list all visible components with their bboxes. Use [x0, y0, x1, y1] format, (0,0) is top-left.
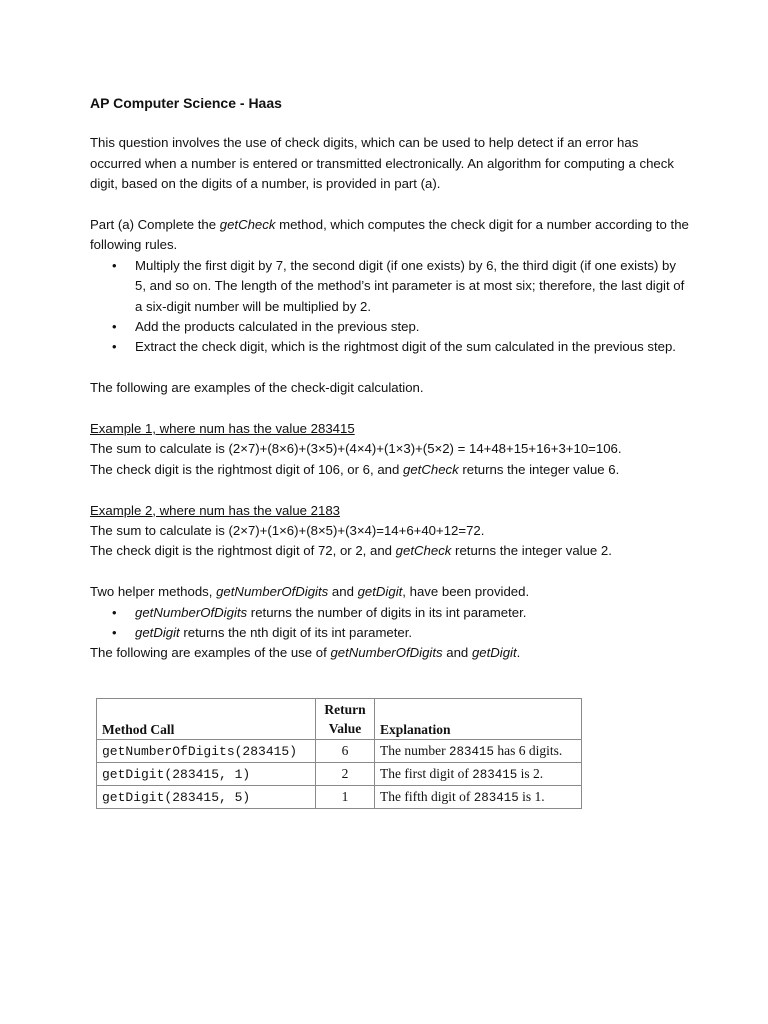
explanation-cell	[375, 786, 582, 809]
explanation-text: The fifth digit of	[380, 789, 474, 804]
list-item: • Multiply the first digit by 7, the second digit (if one exists) by 6, the third digit (if one exists) by 5, and so on. The length of the method’s int parameter is at most six; therefore, the last digit of a six-digit number will be multiplied by 2.	[90, 256, 690, 317]
example-2-result	[90, 541, 690, 561]
return-value-cell: 2	[316, 763, 375, 786]
helpers-lead-end: , have been provided.	[402, 584, 530, 600]
explanation-text: is 2.	[517, 766, 544, 781]
page-title: AP Computer Science - Haas	[90, 95, 282, 111]
examples-table	[96, 698, 582, 809]
table-row	[97, 740, 582, 763]
method-name: getCheck	[403, 461, 459, 477]
part-a-lead	[90, 215, 690, 256]
explanation-cell	[375, 763, 582, 786]
example-2-heading: Example 2, where num has the value 2183	[90, 502, 340, 518]
helper-description: returns the number of digits in its int parameter.	[247, 604, 527, 620]
example-1-result-start: The check digit is the rightmost digit of 106, or 6, and	[90, 461, 404, 477]
method-name: getDigit	[357, 584, 403, 600]
explanation-text: The number	[380, 743, 449, 758]
example-2-result-end: returns the integer value 2.	[451, 543, 612, 559]
method-name: getDigit	[135, 625, 180, 641]
part-a-lead-end: method, which computes the check digit for a number according to the following rules.	[90, 217, 689, 253]
list-item	[90, 623, 690, 643]
example-1-result	[90, 460, 690, 480]
list-item	[90, 603, 690, 623]
method-call-cell: getNumberOfDigits(283415)	[97, 740, 316, 763]
method-name: getNumberOfDigits	[135, 604, 248, 620]
helpers-lead-mid: and	[328, 584, 358, 600]
helpers-list	[90, 603, 690, 644]
helpers-lead-start: Two helper methods,	[90, 584, 217, 600]
return-value-cell: 1	[316, 786, 375, 809]
example-1-result-end: returns the integer value 6.	[458, 461, 620, 477]
list-item: • Extract the check digit, which is the rightmost digit of the sum calculated in the previous step.	[90, 337, 690, 357]
header-method-call: Method Call	[97, 699, 316, 740]
method-name: getCheck	[395, 543, 452, 559]
table-row	[97, 786, 582, 809]
example-2-sum: The sum to calculate is (2×7)+(1×6)+(8×5)+(3×4)=14+6+40+12=72.	[90, 523, 485, 539]
table-header-row	[97, 699, 582, 740]
explanation-text: The first digit of	[380, 766, 473, 781]
header-value: Value	[328, 721, 362, 736]
explanation-code: 283415	[473, 791, 519, 805]
header-return: Return	[324, 702, 366, 717]
explanation-text: is 1.	[518, 789, 545, 804]
method-name: getNumberOfDigits	[216, 584, 329, 600]
explanation-text: has 6 digits.	[494, 743, 563, 758]
header-return-value	[316, 699, 375, 740]
examples-intro: The following are examples of the check-digit calculation.	[90, 380, 424, 396]
return-value-cell: 6	[316, 740, 375, 763]
example-1-heading: Example 1, where num has the value 283415	[90, 421, 355, 437]
explanation-cell	[375, 740, 582, 763]
explanation-code: 283415	[448, 745, 494, 759]
method-name: getDigit	[471, 645, 517, 661]
helpers-lead	[90, 582, 690, 602]
header-explanation: Explanation	[375, 699, 582, 740]
table-row	[97, 763, 582, 786]
method-name: getNumberOfDigits	[330, 645, 443, 661]
helpers-usage-end: .	[516, 645, 521, 661]
method-name: getCheck	[219, 217, 276, 233]
part-a-lead-start: Part (a) Complete the	[90, 217, 220, 233]
intro-paragraph: This question involves the use of check digits, which can be used to help detect if an error has occurred when a number is entered or transmitted electronically. An algorithm for computing a check digit, based on the digits of a number, is provided in part (a).	[90, 135, 674, 192]
helper-description: returns the nth digit of its int parameter.	[179, 625, 413, 641]
helpers-usage-start: The following are examples of the use of	[90, 645, 331, 661]
list-item: • Add the products calculated in the previous step.	[90, 317, 690, 337]
example-1-sum: The sum to calculate is (2×7)+(8×6)+(3×5)+(4×4)+(1×3)+(5×2) = 14+48+15+16+3+10=106.	[90, 441, 622, 457]
rules-list	[90, 256, 690, 358]
helpers-usage	[90, 643, 690, 663]
helpers-usage-mid: and	[442, 645, 472, 661]
explanation-code: 283415	[472, 768, 518, 782]
example-2-result-start: The check digit is the rightmost digit of 72, or 2, and	[90, 543, 396, 559]
document-body	[90, 93, 690, 664]
method-call-cell: getDigit(283415, 1)	[97, 763, 316, 786]
method-call-cell: getDigit(283415, 5)	[97, 786, 316, 809]
